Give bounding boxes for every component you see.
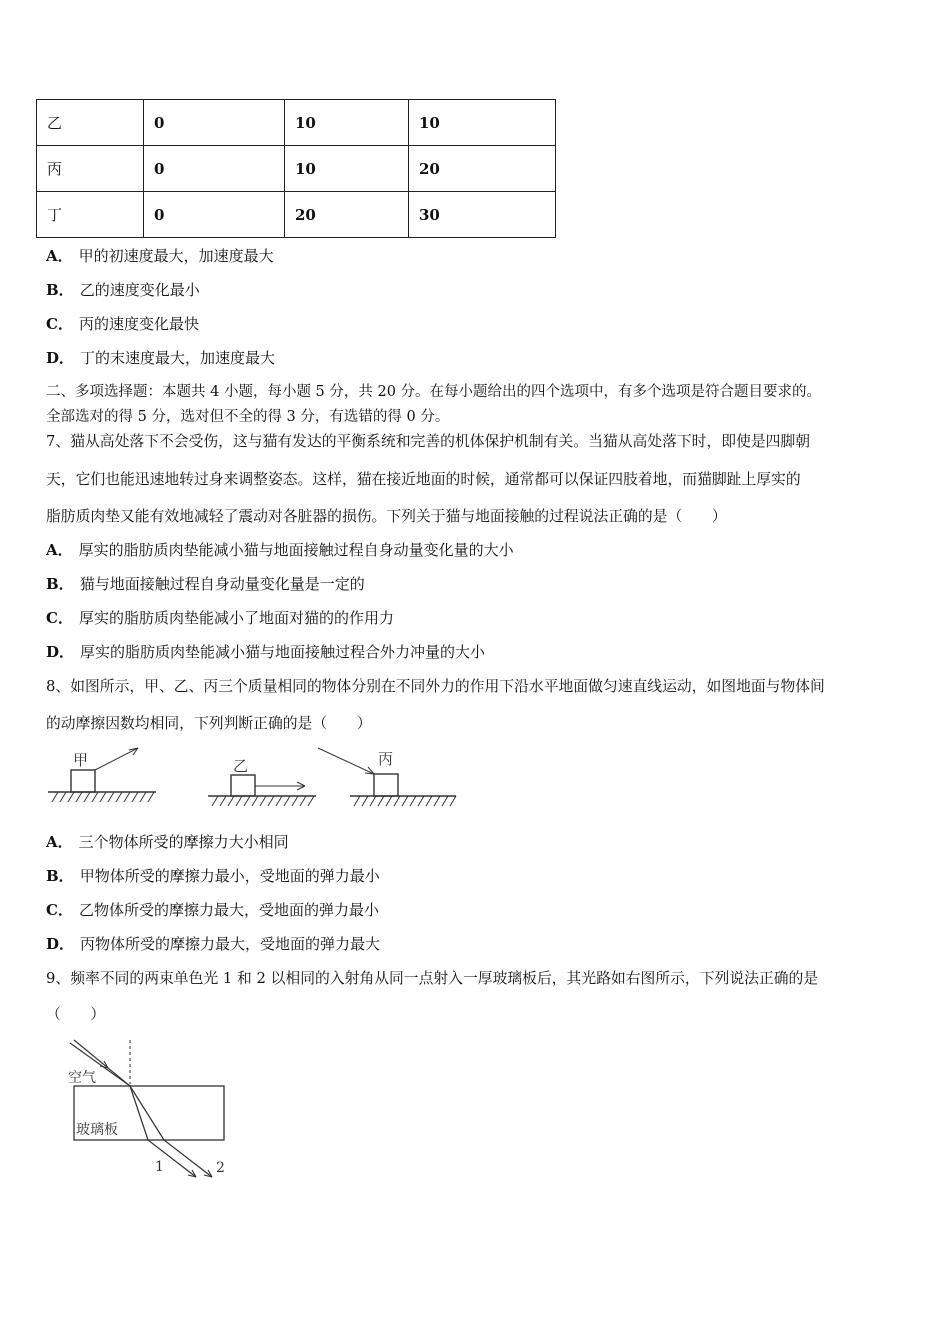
q8-stem-line: 8、如图所示，甲、乙、丙三个质量相同的物体分别在不同外力的作用下沿水平地面做匀速直线运动，如图地面与物体间 [46, 678, 825, 695]
option-text: 乙物体所受的摩擦力最大，受地面的弹力最小 [78, 901, 379, 919]
q9-stem-line: （ ） [46, 1006, 106, 1023]
option-label: D． [46, 349, 75, 367]
option-text: 甲物体所受的摩擦力最小，受地面的弹力最小 [79, 867, 380, 885]
option-text: 丙物体所受的摩擦力最大，受地面的弹力最大 [80, 935, 381, 953]
table-row [37, 100, 556, 146]
figure-label: 乙 [233, 757, 249, 775]
q8-stem-line: 的动摩擦因数均相同，下列判断正确的是（ ） [46, 715, 372, 732]
option-text: 甲的初速度最大，加速度最大 [78, 247, 274, 265]
q8-option-c [46, 900, 379, 920]
option-label: C． [46, 315, 73, 333]
option-text: 丙的速度变化最快 [78, 315, 199, 333]
q7-stem-line: 7、猫从高处落下不会受伤，这与猫有发达的平衡系统和完善的机体保护机制有关。当猫从高处落下时，即使是四脚朝 [46, 433, 811, 450]
friction-figure [44, 742, 458, 808]
q6-option-b [46, 280, 200, 300]
option-label: A． [46, 833, 73, 851]
table-cell: 乙 [37, 100, 144, 146]
refraction-figure [60, 1036, 240, 1182]
option-label: C． [46, 901, 73, 919]
table-cell: 0 [144, 100, 285, 146]
table-cell: 丁 [37, 192, 144, 238]
table-cell: 30 [409, 192, 556, 238]
glass-label: 玻璃板 [76, 1122, 118, 1138]
option-label: D． [46, 643, 75, 661]
q7-option-c [46, 608, 394, 628]
table-cell: 丙 [37, 146, 144, 192]
section-heading: 二、多项选择题：本题共 4 小题，每小题 5 分，共 20 分。在每小题给出的四个选项中，有多个选项是符合题目要求的。 [46, 384, 822, 400]
table-cell: 10 [285, 100, 409, 146]
q9-stem-line: 9、频率不同的两束单色光 1 和 2 以相同的入射角从同一点射入一厚玻璃板后，其光路如右图所示，下列说法正确的是 [46, 970, 819, 987]
option-label: B． [46, 867, 74, 885]
air-label: 空气 [68, 1070, 96, 1086]
option-text: 三个物体所受的摩擦力大小相同 [78, 833, 289, 851]
q6-option-d [46, 348, 275, 368]
q7-option-d [46, 642, 485, 662]
option-label: A． [46, 247, 73, 265]
option-label: B． [46, 575, 74, 593]
q8-option-b [46, 866, 380, 886]
table-cell: 0 [144, 146, 285, 192]
figure-label: 丙 [378, 750, 394, 768]
option-text: 厚实的脂肪质肉垫能减小了地面对猫的的作用力 [78, 609, 394, 627]
figure-label: 甲 [73, 751, 89, 769]
option-text: 厚实的脂肪质肉垫能减小猫与地面接触过程合外力冲量的大小 [80, 643, 486, 661]
table-cell: 0 [144, 192, 285, 238]
table-cell: 10 [285, 146, 409, 192]
option-label: B． [46, 281, 74, 299]
option-text: 猫与地面接触过程自身动量变化量是一定的 [79, 575, 365, 593]
ray-1-label: 1 [155, 1159, 164, 1175]
option-text: 丁的末速度最大，加速度最大 [80, 349, 276, 367]
option-label: C． [46, 609, 73, 627]
option-text: 厚实的脂肪质肉垫能减小猫与地面接触过程自身动量变化量的大小 [78, 541, 514, 559]
table-cell: 20 [409, 146, 556, 192]
option-text: 乙的速度变化最小 [79, 281, 200, 299]
q7-stem-line: 天，它们也能迅速地转过身来调整姿态。这样，猫在接近地面的时候，通常都可以保证四肢着地，而猫脚趾上厚实的 [46, 471, 801, 488]
q6-option-a [46, 246, 274, 266]
table-row [37, 192, 556, 238]
q7-option-a [46, 540, 514, 560]
ray-2-label: 2 [216, 1160, 225, 1176]
table-cell: 10 [409, 100, 556, 146]
table-cell: 20 [285, 192, 409, 238]
option-label: A． [46, 541, 73, 559]
q8-option-a [46, 832, 289, 852]
q7-stem-line: 脂肪质肉垫又能有效地减轻了震动对各脏器的损伤。下列关于猫与地面接触的过程说法正确的是（ ） [46, 508, 727, 525]
data-table [36, 99, 556, 238]
option-label: D． [46, 935, 75, 953]
table-row [37, 146, 556, 192]
q7-option-b [46, 574, 365, 594]
section-instruction: 全部选对的得 5 分，选对但不全的得 3 分，有选错的得 0 分。 [46, 409, 450, 425]
q8-option-d [46, 934, 380, 954]
q6-option-c [46, 314, 199, 334]
